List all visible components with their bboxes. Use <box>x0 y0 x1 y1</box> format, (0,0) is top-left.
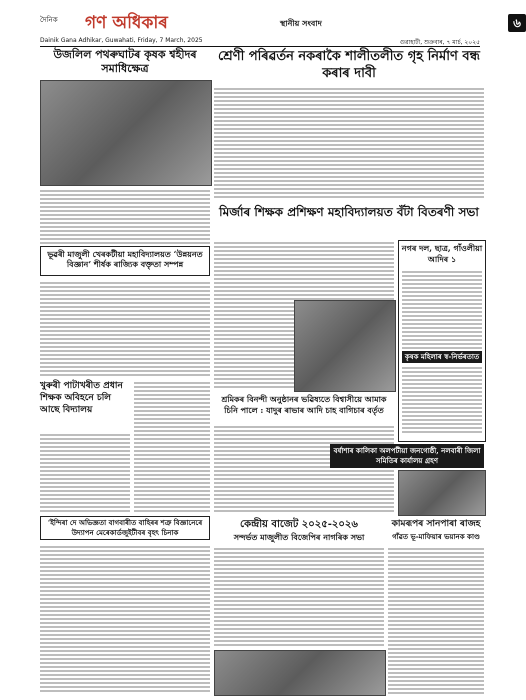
masthead <box>40 10 521 36</box>
page-number: ৬ <box>508 14 526 32</box>
newspaper-logo: গণ অধিকাৰ <box>85 13 168 33</box>
story-2-body <box>214 86 484 200</box>
story-1-headline: উজলিল পথৰুঘাটৰ কৃষক শ্বহীদৰ সমাধিক্ষেত্ৰ <box>53 48 197 75</box>
story-3-headline: মিৰ্জাৰ শিক্ষক প্ৰশিক্ষণ মহাবিদ্যালয়ত বঁটা বিতৰণী সভা <box>219 205 479 219</box>
story-6-body <box>40 432 130 512</box>
dateline-right: গুৱাহাটী, শুক্ৰবাৰ, ৭ মাৰ্চ, ২০২৫ <box>399 39 480 46</box>
story-7-headline: শ্ৰমিকৰ বিনন্দী অনুষ্ঠানৰ ভৱিষ্যতে বিশ্বাসীয়ে আমাক চিনি পালে : যাদুৰ ৰাভাৰ আদি চাহ বাগিচাৰ বৰ্তৃত <box>221 394 387 415</box>
story-3-photo-placeholder-icon <box>294 300 396 392</box>
story-2-headline: শ্ৰেণী পৰিৱৰ্তন নকৰাকৈ শালীতলীত গৃহ নিৰ্মাণ বন্ধ কৰাৰ দাবী <box>218 49 480 81</box>
story-10-photo-placeholder-icon <box>214 650 386 696</box>
story-5-body-2 <box>402 365 482 435</box>
story-11-headline: কামৰূপৰ সানপাৰা ৰাজহ <box>391 519 481 529</box>
section-label: স্থানীয় সংবাদ <box>280 19 322 28</box>
story-4-headline: ভূৱৰী মাজুলী খেৰকটীয়া মহাবিদ্যালয়ত ‘উন্নয়নত বিজ্ঞান’ শীৰ্ষক ৰাজ্যিক বক্তৃতা সম্পন্ন <box>40 246 210 276</box>
story-5-subhead: কৃষক মহিলাৰ স্ব-নিৰ্ভৰতাত <box>402 351 482 363</box>
story-10-headline: কেন্দ্ৰীয় বাজেট ২০২৫-২০২৬ <box>240 519 358 530</box>
story-10-body <box>214 546 384 646</box>
story-8-headline: বৰ্ষাশাৰ কালিকা অলপটীয়া জনগোষ্ঠী, নলবাৰী জিলা সমিতিৰ কাৰ্যালয় গ্ৰহণ <box>330 444 484 468</box>
story-4-body <box>40 280 210 376</box>
story-5-box <box>398 240 486 442</box>
story-8-photo-placeholder-icon <box>398 470 486 516</box>
story-6-body-2 <box>134 380 210 512</box>
story-5-body <box>402 269 482 349</box>
story-11-subhead: গাঁৱত ভূ-মাফিয়াৰ ভয়ানক কাণ্ড <box>392 532 480 541</box>
story-10-subhead: সন্দৰ্ভত মাজুলীত বিজেপিৰ নাগৰিক সভা <box>233 532 365 542</box>
story-6-headline: খুৰুৰী পাটাখৰীত প্ৰধান শিক্ষক অবিহনে চলি আছে বিদ্যালয় <box>40 381 123 415</box>
story-5-headline: নগৰ দল, ছাত্ৰ, গাঁওলীয়া আদিৰ ১ <box>401 243 483 264</box>
story-9-body <box>40 544 210 694</box>
story-1-body <box>40 188 210 244</box>
dateline <box>40 37 480 47</box>
dateline-left: Dainik Gana Adhikar, Guwahati, Friday, 7 March, 2025 <box>40 37 203 44</box>
story-9-headline: ‘ইন্দিৰা দে অভিজ্ঞতা বাগবাৰীত বাহিৰৰ শত্ৰু বিজ্ঞানেৰে উদ্যাপন মেৰেকাৰ্ডজুইটীবৰ বৃহৎ চিনাক <box>40 516 210 540</box>
photo-placeholder-icon <box>40 80 212 186</box>
story-11-body <box>388 546 484 694</box>
story-7-body <box>214 424 394 514</box>
masthead-daily-label: দৈনিক <box>40 16 58 24</box>
